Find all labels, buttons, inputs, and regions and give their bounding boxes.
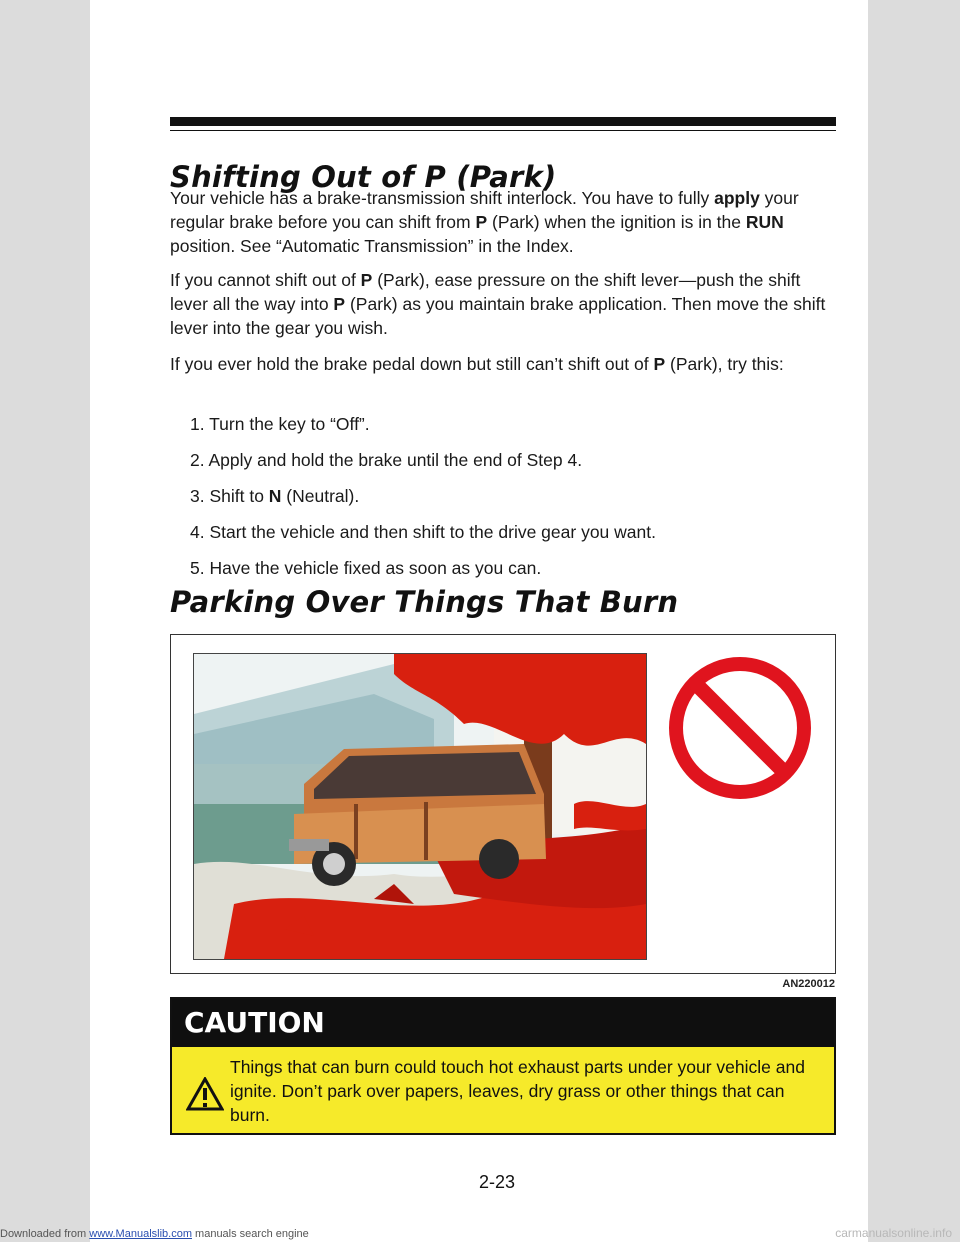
step-item: 5. Have the vehicle fixed as soon as you can. bbox=[190, 558, 542, 578]
step-item: 3. Shift to N (Neutral). bbox=[190, 486, 360, 506]
download-note-suffix: manuals search engine bbox=[191, 1228, 309, 1240]
manualslib-link[interactable]: www.Manualslib.com bbox=[89, 1228, 192, 1240]
warning-triangle-icon bbox=[186, 1077, 224, 1111]
download-note-prefix: Downloaded from bbox=[0, 1228, 90, 1240]
caution-text: Things that can burn could touch hot exhaust parts under your vehicle and ignite. Don’t park over papers, leaves, dry grass or other things that can burn. bbox=[230, 1057, 805, 1125]
caution-box bbox=[170, 997, 836, 1135]
step-item: 2. Apply and hold the brake until the end of Step 4. bbox=[190, 450, 583, 470]
figure-code: AN220012 bbox=[782, 978, 835, 990]
page-number: 2-23 bbox=[479, 1172, 516, 1192]
steps-list bbox=[190, 412, 656, 592]
download-note bbox=[0, 1228, 309, 1240]
paragraph-cannot-shift: If you cannot shift out of P (Park), ease pressure on the shift lever—push the shift lever all the way into P (Park) as you maintain brake application. Then move the shift lever into the gear you wish. bbox=[170, 270, 826, 338]
scene-drawing bbox=[194, 654, 646, 959]
step-item: 1. Turn the key to “Off”. bbox=[190, 414, 370, 434]
paragraph-try-this: If you ever hold the brake pedal down but still can’t shift out of P (Park), try this: bbox=[170, 354, 784, 374]
watermark: carmanualsonline.info bbox=[835, 1226, 952, 1240]
prohibition-icon bbox=[665, 653, 815, 803]
illustration-frame bbox=[170, 634, 836, 974]
van-over-leaves-illustration bbox=[193, 653, 647, 960]
section-title-shifting: Shifting Out of P (Park) bbox=[170, 160, 557, 194]
paragraph-interlock: Your vehicle has a brake-transmission shift interlock. You have to fully apply your regular brake before you can shift from P (Park) when the ignition is in the RUN position. See “Automatic Transmission” in the Index. bbox=[170, 188, 799, 256]
step-item: 4. Start the vehicle and then shift to the drive gear you want. bbox=[190, 522, 656, 542]
caution-heading: CAUTION bbox=[172, 999, 834, 1047]
section-title-parking: Parking Over Things That Burn bbox=[170, 585, 679, 619]
header-rule bbox=[170, 117, 836, 126]
